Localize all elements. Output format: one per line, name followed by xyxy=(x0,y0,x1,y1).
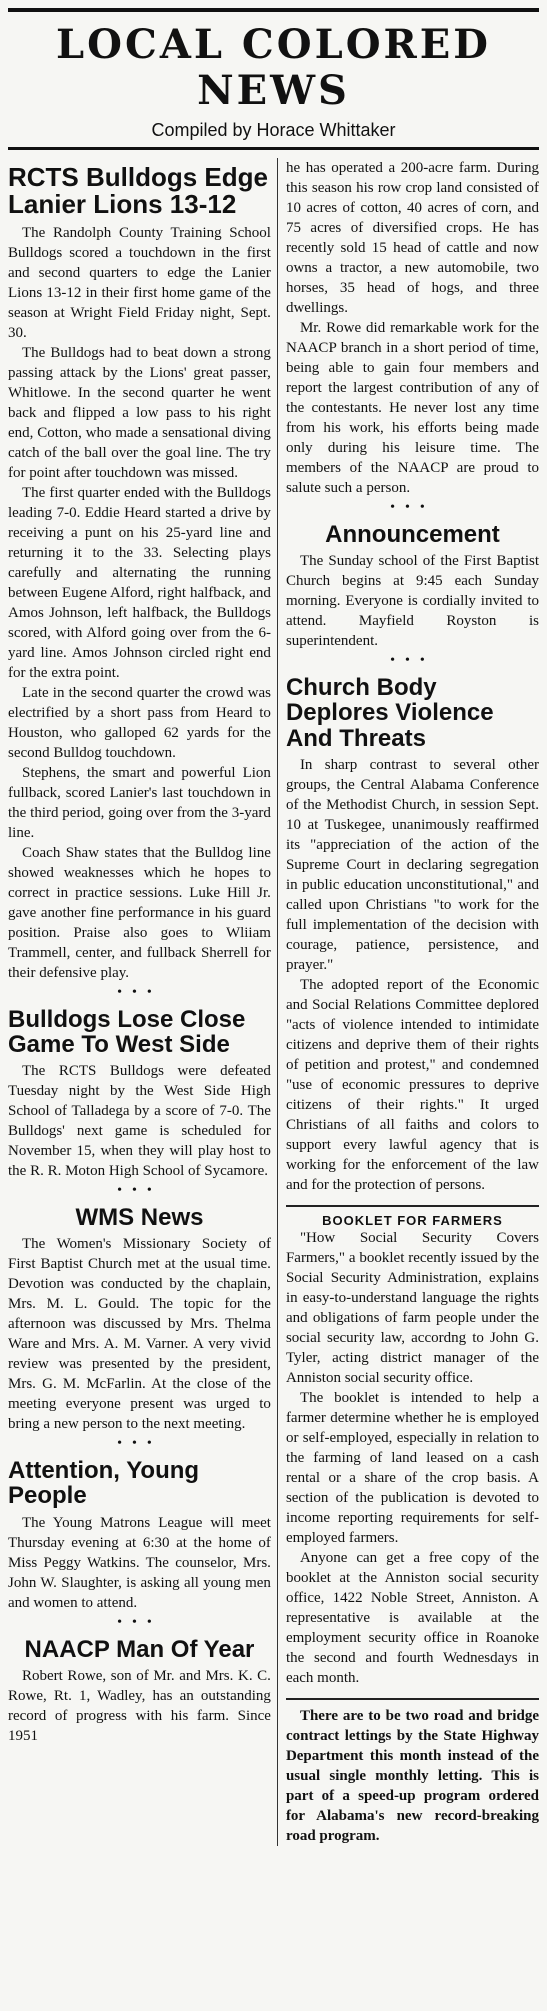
top-rule xyxy=(8,8,539,12)
booklet-paragraph: The booklet is intended to help a farmer determine whether he is employed or self-employed, especially in relation to the farming of land leased on a cash rental or a share of the crop basis. A section of the publication is devoted to income reporting requirements for self-employed farmers. xyxy=(285,1389,539,1546)
separator-dots: ••• xyxy=(117,1436,162,1452)
separator-dots: ••• xyxy=(390,653,435,669)
masthead-rule xyxy=(8,147,539,150)
attention-paragraph: The Young Matrons League will meet Thursday evening at 6:30 at the home of Miss Peggy Watkins. The counselor, Mrs. John W. Slaughter, is asking all young men and women to attend. xyxy=(8,1514,271,1611)
church-body-paragraph: In sharp contrast to several other groups, the Central Alabama Conference of the Methodist Church, in session Sept. 10 at Tuskegee, unanimously reaffirmed its "appreciation of the action of the Supreme Court in declaring segregation in public education unconstitutional," and called upon Christians "to work for the full implementation of the decision with courage, patience, persistence, and prayer." xyxy=(285,756,539,973)
separator-dots: ••• xyxy=(117,984,162,1000)
church-body-paragraph: The adopted report of the Economic and Social Relations Committee deplored "acts of violence intended to intimidate citizens and deprive them of their rights of petition and protest," and condemned "use of economic pressures to deprive citizens of their rights." It urged Christians of all faiths and colors to support every lawful agency that is working for the enforcement of the law and for the protection of persons. xyxy=(285,976,539,1193)
booklet-paragraph: Anyone can get a free copy of the booklet at the Anniston social security office, 1422 Noble Street, Anniston. A representative is available at the employment security office in Roanoke the second and fourth Wednesdays in each month. xyxy=(285,1549,539,1686)
right-column xyxy=(277,158,539,1846)
headline-attention: Attention, Young People xyxy=(8,1457,200,1510)
separator-dots: ••• xyxy=(117,1614,162,1630)
headline-naacp-man: NAACP Man Of Year xyxy=(24,1635,255,1663)
headline-announcement: Announcement xyxy=(325,521,500,548)
masthead-byline: Compiled by Horace Whittaker xyxy=(151,120,396,140)
rcts-paragraph: Late in the second quarter the crowd was electrified by a short pass from Heard to Houston, who galloped 62 yards for the second Bulldog touchdown. xyxy=(8,684,271,761)
road-paragraph: There are to be two road and bridge contract lettings by the State Highway Department this month instead of the usual single monthly letting. This is part of a speed-up program ordered for Alabama's new record-breaking road program. xyxy=(285,1707,539,1844)
separator-dots: ••• xyxy=(390,500,435,515)
headline-booklet: BOOKLET FOR FARMERS xyxy=(286,1205,539,1228)
rcts-paragraph: Stephens, the smart and powerful Lion fullback, scored Lanier's last touchdown in the third period, going over from the 3-yard line. xyxy=(8,764,271,841)
rcts-paragraph: The Randolph County Training School Bulldogs scored a touchdown in the first and second quarters to edge the Lanier Lions 13-12 in their first home game of the season at Wright Field Friday night, Sept. 30. xyxy=(8,224,271,341)
bulldogs-lose-paragraph: The RCTS Bulldogs were defeated Tuesday night by the West Side High School of Talladega by a score of 7-0. The Bulldogs' next game is scheduled for November 15, when they will play host to the R. R. Moton High School of Sycamore. xyxy=(8,1062,271,1179)
masthead-title: LOCAL COLORED NEWS xyxy=(56,21,491,114)
columns xyxy=(8,158,539,1846)
rcts-paragraph: The Bulldogs had to beat down a strong passing attack by the Lions' great passer, Whitlowe. In the second quarter he went back and flipped a low pass to his right end, Cotton, who made a sensational diving catch of the ball over the goal line. The try for point after touchdown was missed. xyxy=(8,344,271,481)
headline-rcts: RCTS Bulldogs Edge Lanier Lions 13-12 xyxy=(8,162,268,220)
announcement-paragraph: The Sunday school of the First Baptist Church begins at 9:45 each Sunday morning. Everyone is cordially invited to attend. Mayfield Royston is superintendent. xyxy=(285,553,539,650)
booklet-paragraph: "How Social Security Covers Farmers," a booklet recently issued by the Social Security Administration, explains in easy-to-understand language the rights and obligations of farm people under the social security law, accordng to John G. Tyler, acting district manager of the Anniston social security office. xyxy=(285,1229,539,1386)
left-column xyxy=(8,158,277,1846)
wms-paragraph: The Women's Missionary Society of First Baptist Church met at the usual time. Devotion was conducted by the chaplain, Mrs. M. L. Gould. The topic for the afternoon was discussed by Mrs. Thelma Ware and Mrs. A. M. Varner. A very vivid review was presented by the president, Mrs. G. M. McFarlin. At the close of the meeting everyone present was urged to bring a new person to the next meeting. xyxy=(8,1236,271,1433)
naacp-continued-paragraph: he has operated a 200-acre farm. During this season his row crop land consisted of 10 acres of cotton, 40 acres of corn, and 75 acres of diversified crops. He has recently sold 15 head of cattle and now owns a tractor, a new automobile, two horses, 35 head of hogs, and three dwellings. xyxy=(285,160,539,316)
headline-bulldogs-lose: Bulldogs Lose Close Game To West Side xyxy=(8,1005,246,1058)
naacp-man-paragraph: Robert Rowe, son of Mr. and Mrs. K. C. Rowe, Rt. 1, Wadley, has an outstanding record of progress with his farm. Since 1951 xyxy=(8,1667,271,1744)
newspaper-page xyxy=(8,8,539,2003)
headline-wms: WMS News xyxy=(75,1203,204,1231)
naacp-continued-paragraph: Mr. Rowe did remarkable work for the NAACP branch in a short period of time, being able to gain four members and report the largest contribution of any of the contestants. He never lost any time from his work, his efforts being made only during his leisure time. The members of the NAACP are proud to salute such a person. xyxy=(285,320,539,496)
headline-church-body: Church Body Deplores Violence And Threats xyxy=(285,674,494,752)
rcts-paragraph: The first quarter ended with the Bulldogs leading 7-0. Eddie Heard started a drive by receiving a punt on his 25-yard line and returning it to the 33. Selecting plays carefully and alternating the running between Eugene Alford, right halfback, and Amos Johnson, left halfback, the Bulldogs scored, with Alford going over from the 6-yard line. Amos Johnson circled right end for the extra point. xyxy=(8,484,271,681)
rcts-paragraph: Coach Shaw states that the Bulldog line showed weaknesses which he hopes to correct in practice sessions. Luke Hill Jr. gave another fine performance in his guard position. Praise also goes to Wliiam Trammell, center, and fullback Sherrell for their defensive play. xyxy=(8,844,271,981)
section-rule xyxy=(286,1698,539,1700)
separator-dots: ••• xyxy=(117,1182,162,1198)
